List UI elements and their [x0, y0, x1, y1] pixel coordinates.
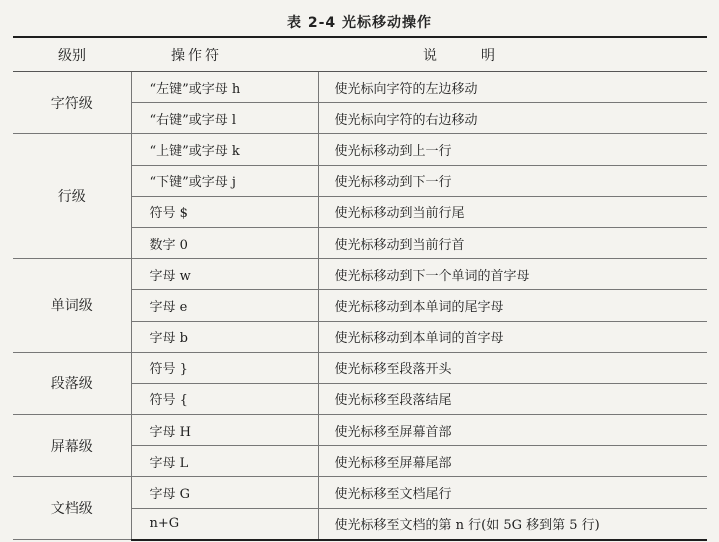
category-cell: 行级: [13, 134, 131, 259]
category-cell: 字符级: [13, 72, 131, 134]
header-level: 级别: [13, 37, 131, 72]
header-operator: 操作符: [131, 37, 318, 72]
description-cell: 使光标移动到当前行首: [318, 227, 707, 258]
table-row: [13, 72, 707, 103]
operator-cell: “上键”或字母 k: [131, 134, 318, 165]
table-row: [13, 415, 707, 446]
description-cell: 使光标移动到下一行: [318, 165, 707, 196]
table-caption: 表 2-4 光标移动操作: [286, 15, 433, 31]
operator-cell: 字母 G: [131, 477, 318, 508]
operator-cell: 字母 L: [131, 446, 318, 477]
operator-cell: “右键”或字母 l: [131, 103, 318, 134]
operator-cell: 字母 H: [131, 415, 318, 446]
description-cell: 使光标移至文档的第 n 行(如 5G 移到第 5 行): [318, 508, 707, 540]
description-cell: 使光标向字符的左边移动: [318, 72, 707, 103]
table-row: [13, 259, 707, 290]
operator-cell: 字母 e: [131, 290, 318, 321]
operator-cell: 字母 b: [131, 321, 318, 352]
table-row: [13, 352, 707, 383]
description-cell: 使光标移至屏幕首部: [318, 415, 707, 446]
operator-cell: n+G: [131, 508, 318, 540]
header-desc-left: 说: [423, 47, 437, 64]
operator-cell: 符号 $: [131, 196, 318, 227]
description-cell: 使光标移至段落结尾: [318, 383, 707, 414]
table-row: [13, 134, 707, 165]
description-cell: 使光标移动到本单词的首字母: [318, 321, 707, 352]
category-cell: 单词级: [13, 259, 131, 353]
category-cell: 屏幕级: [13, 415, 131, 477]
description-cell: 使光标移至屏幕尾部: [318, 446, 707, 477]
description-cell: 使光标移至文档尾行: [318, 477, 707, 508]
category-cell: 段落级: [13, 352, 131, 414]
operator-cell: 字母 w: [131, 259, 318, 290]
operator-cell: 符号 }: [131, 352, 318, 383]
description-cell: 使光标移动到上一行: [318, 134, 707, 165]
operator-cell: “左键”或字母 h: [131, 72, 318, 103]
description-cell: 使光标移动到下一个单词的首字母: [318, 259, 707, 290]
cursor-movement-table: [13, 36, 707, 541]
description-cell: 使光标移动到当前行尾: [318, 196, 707, 227]
operator-cell: “下键”或字母 j: [131, 165, 318, 196]
description-cell: 使光标移至段落开头: [318, 352, 707, 383]
description-cell: 使光标移动到本单词的尾字母: [318, 290, 707, 321]
operator-cell: 符号 {: [131, 383, 318, 414]
operator-cell: 数字 0: [131, 227, 318, 258]
header-description: [318, 37, 707, 72]
header-desc-right: 明: [481, 47, 495, 64]
description-cell: 使光标向字符的右边移动: [318, 103, 707, 134]
category-cell: 文档级: [13, 477, 131, 540]
table-row: [13, 477, 707, 508]
header-row: [13, 37, 707, 72]
